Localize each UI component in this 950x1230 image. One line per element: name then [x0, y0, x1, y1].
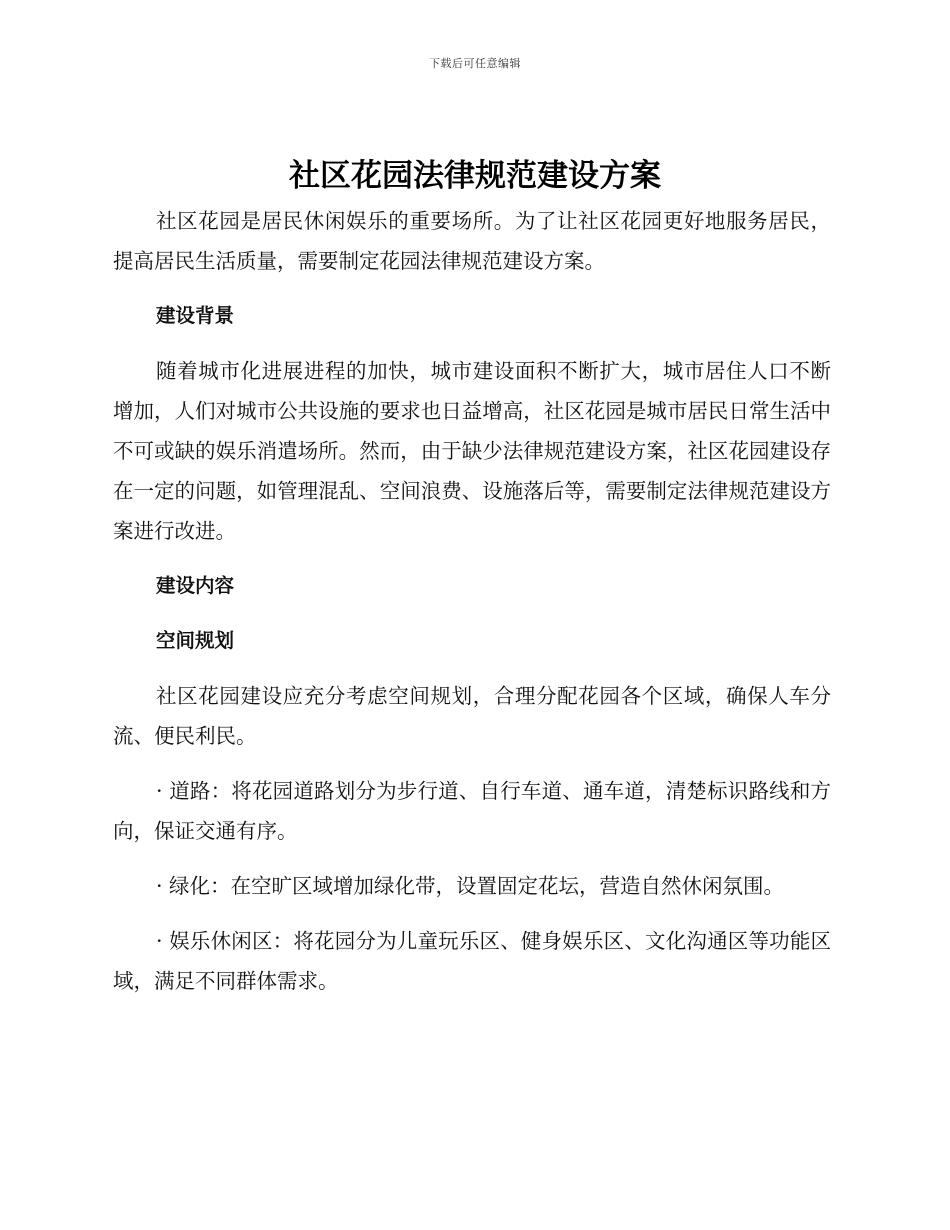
- list-item-recreation: · 娱乐休闲区：将花园分为儿童玩乐区、健身娱乐区、文化沟通区等功能区域，满足不同群体需求。: [113, 929, 831, 993]
- background-paragraph: 随着城市化进展进程的加快，城市建设面积不断扩大，城市居住人口不断增加，人们对城市公共设施的要求也日益增高，社区花园是城市居民日常生活中不可或缺的娱乐消遣场所。然而，由于缺少法律规范建设方案，社区花园建设存在一定的问题，如管理混乱、空间浪费、设施落后等，需要制定法律规范建设方案进行改进。: [113, 359, 831, 543]
- list-item-roads: · 道路：将花园道路划分为步行道、自行车道、通车道，清楚标识路线和方向，保证交通有序。: [113, 779, 831, 843]
- section-heading-background: 建设背景: [156, 304, 235, 327]
- section-heading-content: 建设内容: [156, 574, 235, 597]
- space-planning-paragraph: 社区花园建设应充分考虑空间规划，合理分配花园各个区域，确保人车分流、便民利民。: [113, 684, 831, 748]
- list-item-greening: · 绿化：在空旷区域增加绿化带，设置固定花坛，营造自然休闲氛围。: [156, 874, 785, 898]
- intro-paragraph: 社区花园是居民休闲娱乐的重要场所。为了让社区花园更好地服务居民，提高居民生活质量，需要制定花园法律规范建设方案。: [113, 209, 831, 273]
- section-heading-space-planning: 空间规划: [156, 629, 235, 652]
- document-title: 社区花园法律规范建设方案: [289, 158, 661, 194]
- header-note: 下载后可任意编辑: [429, 57, 521, 70]
- document-body: [113, 201, 831, 1016]
